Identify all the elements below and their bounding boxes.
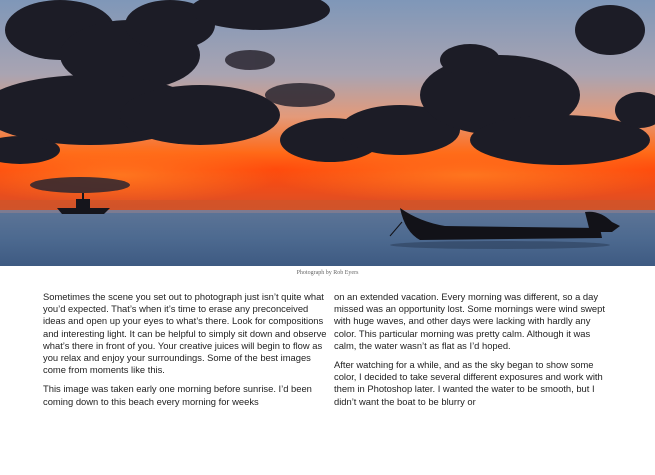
paragraph: This image was taken early one morning before sunrise. I’d been coming down to this beach every morning for weeks [43,383,312,407]
article-column-right [334,291,614,415]
photo-caption: Photograph by Rob Eyers [296,270,359,276]
paragraph: on an extended vacation. Every morning was different, so a day missed was an opportunity lost. Some mornings were wind swept with huge waves, and other days were lacking with hardly any color. This particular morning was pretty calm. Although it was calm, the water wasn’t as flat as I’d hoped. [334,291,605,351]
article-column-left [43,291,328,415]
paragraph: After watching for a while, and as the sky began to show some color, I decided to take several different exposures and work with them in Photoshop later. I wanted the water to be smooth, but I didn’t want the boat to be blurry or [334,359,603,407]
paragraph: Sometimes the scene you set out to photograph just isn’t quite what you’d expected. That’s when it’s time to erase any preconceived ideas and open up your eyes to what’s there. Look for compositions and interesting light. It can be helpful to simply sit down and observe what’s there in front of you. Your creative juices will begin to flow as you relax and enjoy your surroundings. Some of the best images come from moments like this. [43,291,327,376]
